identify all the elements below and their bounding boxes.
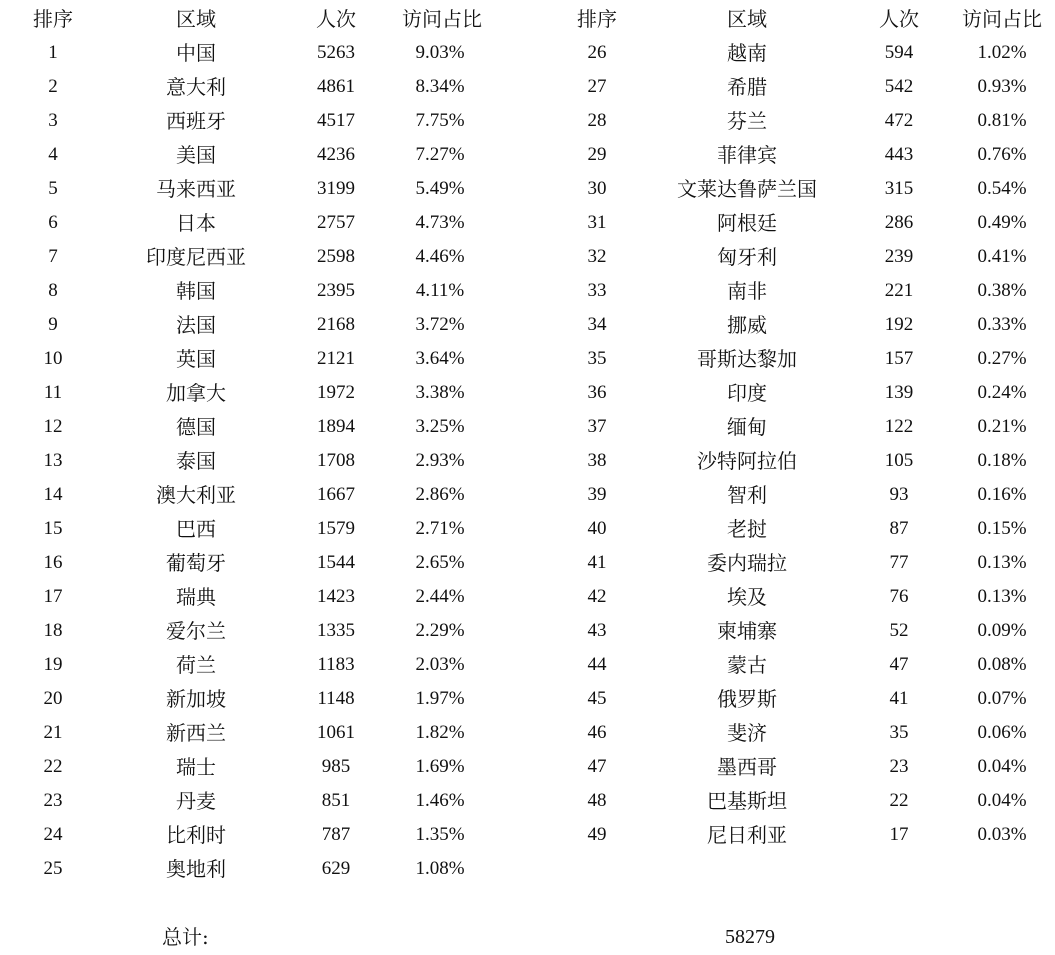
header-region-right: 区域 [727,7,767,31]
cell-region: 阿根廷 [717,211,777,235]
cell-share: 1.97% [415,688,465,709]
cell-share: 0.13% [977,586,1027,607]
cell-rank: 48 [587,790,607,811]
cell-region: 日本 [176,211,216,235]
cell-share: 0.07% [977,688,1027,709]
cell-visits: 17 [889,824,909,845]
cell-rank: 49 [587,824,607,845]
cell-rank: 45 [587,688,607,709]
cell-region: 泰国 [176,449,216,473]
cell-visits: 221 [884,280,914,301]
cell-share: 2.71% [415,518,465,539]
cell-rank: 40 [587,518,607,539]
cell-region: 希腊 [727,75,767,99]
cell-rank: 24 [43,824,63,845]
cell-visits: 286 [884,212,914,233]
cell-region: 爱尔兰 [166,619,226,643]
cell-share: 2.29% [415,620,465,641]
cell-region: 加拿大 [166,381,226,405]
cell-share: 0.38% [977,280,1027,301]
cell-region: 新加坡 [166,687,226,711]
cell-visits: 2598 [317,246,355,267]
cell-visits: 1148 [317,688,355,709]
cell-visits: 2168 [317,314,355,335]
cell-rank: 34 [587,314,607,335]
cell-visits: 93 [889,484,909,505]
cell-rank: 14 [43,484,63,505]
cell-region: 越南 [727,41,767,65]
cell-rank: 4 [48,144,58,165]
cell-region: 哥斯达黎加 [697,347,797,371]
cell-share: 0.54% [977,178,1027,199]
cell-share: 2.93% [415,450,465,471]
cell-share: 1.02% [977,42,1027,63]
cell-share: 1.69% [415,756,465,777]
cell-visits: 1708 [317,450,355,471]
cell-rank: 18 [43,620,63,641]
cell-region: 斐济 [727,721,767,745]
cell-region: 新西兰 [166,721,226,745]
cell-region: 芬兰 [727,109,767,133]
cell-region: 丹麦 [176,789,216,813]
cell-region: 荷兰 [176,653,216,677]
header-visits-left: 人次 [316,7,356,31]
cell-rank: 26 [587,42,607,63]
cell-share: 7.27% [415,144,465,165]
cell-visits: 1544 [317,552,355,573]
cell-rank: 16 [43,552,63,573]
cell-region: 菲律宾 [717,143,777,167]
cell-rank: 25 [43,858,63,879]
cell-share: 2.65% [415,552,465,573]
cell-rank: 23 [43,790,63,811]
cell-share: 7.75% [415,110,465,131]
cell-rank: 15 [43,518,63,539]
cell-share: 0.27% [977,348,1027,369]
cell-rank: 31 [587,212,607,233]
cell-region: 智利 [727,483,767,507]
cell-visits: 472 [884,110,914,131]
cell-visits: 629 [321,858,351,879]
cell-rank: 35 [587,348,607,369]
cell-share: 0.41% [977,246,1027,267]
cell-share: 2.44% [415,586,465,607]
cell-region: 西班牙 [166,109,226,133]
cell-region: 奥地利 [166,857,226,881]
cell-share: 0.21% [977,416,1027,437]
cell-region: 墨西哥 [717,755,777,779]
cell-visits: 1423 [317,586,355,607]
cell-visits: 594 [884,42,914,63]
cell-rank: 12 [43,416,63,437]
cell-region: 瑞士 [176,755,216,779]
cell-rank: 13 [43,450,63,471]
total-value: 58279 [725,926,775,948]
cell-share: 1.82% [415,722,465,743]
cell-rank: 2 [48,76,58,97]
cell-share: 1.46% [415,790,465,811]
cell-rank: 5 [48,178,58,199]
cell-rank: 3 [48,110,58,131]
cell-share: 0.49% [977,212,1027,233]
cell-share: 9.03% [415,42,465,63]
cell-visits: 443 [884,144,914,165]
cell-rank: 7 [48,246,58,267]
cell-region: 韩国 [176,279,216,303]
cell-rank: 46 [587,722,607,743]
cell-visits: 1061 [317,722,355,743]
cell-share: 0.81% [977,110,1027,131]
cell-visits: 4236 [317,144,355,165]
cell-rank: 22 [43,756,63,777]
cell-visits: 239 [884,246,914,267]
cell-share: 0.15% [977,518,1027,539]
cell-rank: 6 [48,212,58,233]
cell-visits: 22 [889,790,909,811]
cell-visits: 41 [889,688,909,709]
cell-visits: 122 [884,416,914,437]
cell-region: 沙特阿拉伯 [697,449,797,473]
cell-visits: 139 [884,382,914,403]
cell-visits: 1579 [317,518,355,539]
cell-region: 柬埔寨 [717,619,777,643]
cell-rank: 39 [587,484,607,505]
cell-visits: 1183 [317,654,355,675]
cell-rank: 1 [48,42,58,63]
cell-rank: 38 [587,450,607,471]
cell-visits: 52 [889,620,909,641]
cell-rank: 47 [587,756,607,777]
cell-region: 英国 [176,347,216,371]
cell-region: 委内瑞拉 [707,551,787,575]
cell-rank: 21 [43,722,63,743]
cell-visits: 35 [889,722,909,743]
cell-region: 挪威 [727,313,767,337]
cell-region: 尼日利亚 [707,823,787,847]
cell-visits: 1667 [317,484,355,505]
cell-rank: 30 [587,178,607,199]
cell-region: 蒙古 [727,653,767,677]
cell-share: 4.46% [415,246,465,267]
cell-region: 葡萄牙 [166,551,226,575]
cell-rank: 37 [587,416,607,437]
cell-share: 3.72% [415,314,465,335]
cell-visits: 4861 [317,76,355,97]
cell-visits: 4517 [317,110,355,131]
cell-share: 2.86% [415,484,465,505]
cell-rank: 29 [587,144,607,165]
cell-visits: 105 [884,450,914,471]
cell-rank: 19 [43,654,63,675]
cell-rank: 27 [587,76,607,97]
cell-rank: 28 [587,110,607,131]
header-rank-left: 排序 [33,7,73,31]
cell-share: 2.03% [415,654,465,675]
cell-share: 4.73% [415,212,465,233]
cell-share: 0.93% [977,76,1027,97]
cell-visits: 542 [884,76,914,97]
header-rank-right: 排序 [577,7,617,31]
cell-region: 巴基斯坦 [707,789,787,813]
header-share-right: 访问占比 [962,7,1042,31]
cell-rank: 42 [587,586,607,607]
cell-region: 法国 [176,313,216,337]
cell-visits: 77 [889,552,909,573]
cell-rank: 20 [43,688,63,709]
cell-region: 美国 [176,143,216,167]
cell-visits: 2395 [317,280,355,301]
cell-visits: 157 [884,348,914,369]
cell-visits: 76 [889,586,909,607]
header-share-left: 访问占比 [402,7,482,31]
total-label: 总计: [162,925,209,949]
cell-visits: 1972 [317,382,355,403]
cell-region: 俄罗斯 [717,687,777,711]
header-visits-right: 人次 [879,7,919,31]
cell-share: 4.11% [415,280,465,301]
cell-region: 老挝 [727,517,767,541]
cell-rank: 36 [587,382,607,403]
cell-region: 缅甸 [727,415,767,439]
cell-region: 埃及 [727,585,767,609]
cell-region: 南非 [727,279,767,303]
cell-visits: 23 [889,756,909,777]
cell-share: 0.09% [977,620,1027,641]
cell-rank: 32 [587,246,607,267]
cell-visits: 315 [884,178,914,199]
cell-visits: 3199 [317,178,355,199]
cell-visits: 5263 [317,42,355,63]
cell-share: 3.25% [415,416,465,437]
cell-region: 中国 [176,41,216,65]
cell-share: 0.33% [977,314,1027,335]
cell-share: 0.06% [977,722,1027,743]
cell-rank: 43 [587,620,607,641]
cell-share: 0.18% [977,450,1027,471]
cell-share: 0.08% [977,654,1027,675]
cell-visits: 985 [321,756,351,777]
cell-rank: 8 [48,280,58,301]
cell-visits: 2121 [317,348,355,369]
cell-visits: 2757 [317,212,355,233]
cell-visits: 1335 [317,620,355,641]
cell-region: 匈牙利 [717,245,777,269]
cell-region: 印度尼西亚 [146,245,246,269]
cell-region: 澳大利亚 [156,483,236,507]
cell-share: 0.13% [977,552,1027,573]
cell-region: 文莱达鲁萨兰国 [677,177,817,201]
cell-share: 0.04% [977,790,1027,811]
cell-region: 意大利 [166,75,226,99]
cell-share: 3.38% [415,382,465,403]
cell-share: 0.04% [977,756,1027,777]
cell-share: 0.24% [977,382,1027,403]
cell-visits: 87 [889,518,909,539]
cell-share: 0.16% [977,484,1027,505]
cell-rank: 10 [43,348,63,369]
cell-visits: 1894 [317,416,355,437]
cell-visits: 851 [321,790,351,811]
cell-visits: 192 [884,314,914,335]
cell-visits: 47 [889,654,909,675]
cell-rank: 17 [43,586,63,607]
cell-region: 巴西 [176,517,216,541]
cell-rank: 44 [587,654,607,675]
cell-region: 马来西亚 [156,177,236,201]
cell-rank: 33 [587,280,607,301]
cell-share: 1.35% [415,824,465,845]
cell-region: 德国 [176,415,216,439]
cell-visits: 787 [321,824,351,845]
cell-region: 比利时 [166,823,226,847]
cell-share: 0.03% [977,824,1027,845]
cell-share: 3.64% [415,348,465,369]
cell-region: 印度 [727,381,767,405]
cell-share: 0.76% [977,144,1027,165]
cell-region: 瑞典 [176,585,216,609]
cell-share: 8.34% [415,76,465,97]
header-region-left: 区域 [176,7,216,31]
cell-rank: 11 [43,382,63,403]
cell-rank: 9 [48,314,58,335]
cell-share: 1.08% [415,858,465,879]
cell-share: 5.49% [415,178,465,199]
cell-rank: 41 [587,552,607,573]
